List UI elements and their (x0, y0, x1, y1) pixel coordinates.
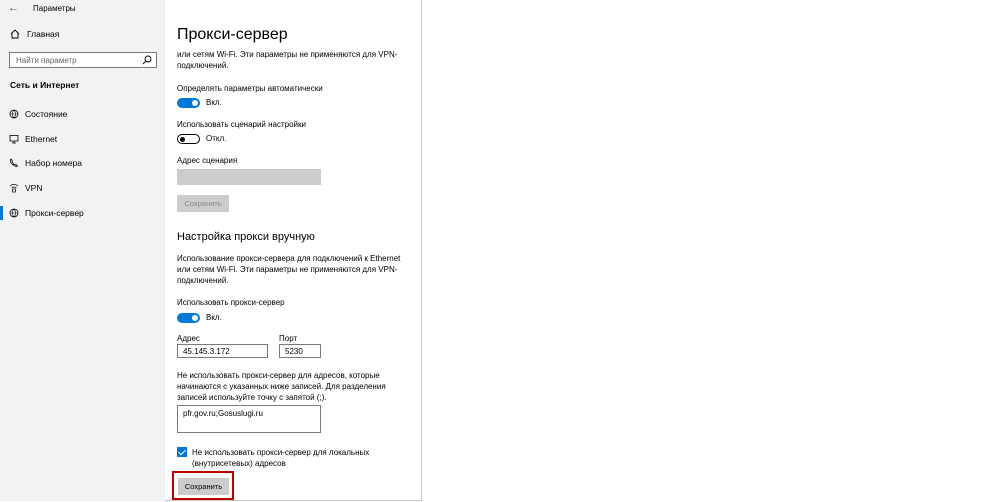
exceptions-textarea[interactable]: pfr.gov.ru;Gosuslugi.ru (177, 405, 321, 433)
sidebar-item-dialup[interactable] (0, 154, 165, 172)
use-proxy-label: Использовать прокси-сервер (177, 298, 285, 307)
sidebar-item-label: Прокси-сервер (25, 208, 84, 218)
use-proxy-toggle[interactable] (177, 313, 200, 323)
home-link[interactable] (10, 29, 59, 39)
home-icon (10, 29, 20, 39)
phone-icon (9, 158, 19, 168)
title-bar (0, 0, 165, 18)
settings-window (0, 0, 422, 501)
port-label: Порт (279, 334, 298, 343)
script-toggle[interactable] (177, 134, 200, 144)
main-panel (165, 0, 421, 501)
auto-detect-label: Определять параметры автоматически (177, 84, 323, 93)
sidebar-item-label: Состояние (25, 109, 68, 119)
auto-detect-toggle[interactable] (177, 98, 200, 108)
manual-heading: Настройка прокси вручную (177, 231, 315, 243)
search-icon[interactable] (142, 55, 152, 65)
sidebar-item-vpn[interactable] (0, 179, 165, 197)
save-button[interactable]: Сохранить (178, 478, 229, 495)
monitor-icon (9, 134, 19, 144)
sidebar-item-status[interactable] (0, 105, 165, 123)
search-input[interactable] (9, 52, 157, 68)
highlight-frame (172, 471, 234, 500)
window-title: Параметры (33, 4, 76, 13)
page-title: Прокси-сервер (177, 26, 288, 43)
home-label: Главная (27, 29, 60, 39)
sidebar-item-label: VPN (25, 183, 43, 193)
script-state: Откл. (206, 134, 227, 143)
sidebar-item-proxy[interactable] (0, 204, 165, 222)
auto-detect-state: Вкл. (206, 98, 222, 107)
port-input[interactable]: 5230 (279, 344, 321, 358)
vpn-icon (9, 183, 19, 193)
sidebar-item-ethernet[interactable] (0, 130, 165, 148)
globe-icon (9, 109, 19, 119)
exceptions-description: Не использовать прокси-сервер для адресов, которые начинаются с указанных ниже записей. Для разделения записей используйте точку с запятой (;). (177, 371, 386, 402)
auto-description: или сетям Wi-Fi. Эти параметры не применяются для VPN-подключений. (177, 50, 398, 70)
local-bypass-checkbox[interactable] (177, 447, 187, 457)
script-address-label: Адрес сценария (177, 156, 238, 165)
use-proxy-state: Вкл. (206, 313, 222, 322)
address-input[interactable]: 45.145.3.172 (177, 344, 268, 358)
local-bypass-label: Не использовать прокси-сервер для локальных (внутрисетевых) адресов (192, 448, 370, 468)
sidebar (0, 0, 165, 501)
script-save-button: Сохранить (177, 195, 229, 212)
sidebar-item-label: Ethernet (25, 134, 58, 144)
back-arrow-icon[interactable]: ← (8, 2, 19, 14)
script-address-input (177, 169, 321, 185)
sidebar-item-label: Набор номера (25, 158, 82, 168)
manual-description: Использование прокси-сервера для подключений к Ethernet или сетям Wi-Fi. Эти параметры не применяются для VPN-подключений. (177, 254, 401, 285)
search-placeholder: Найти параметр (16, 56, 77, 65)
sidebar-section-title: Сеть и Интернет (10, 80, 80, 90)
address-label: Адрес (177, 334, 200, 343)
script-label: Использовать сценарий настройки (177, 120, 306, 129)
globe-icon (9, 208, 19, 218)
